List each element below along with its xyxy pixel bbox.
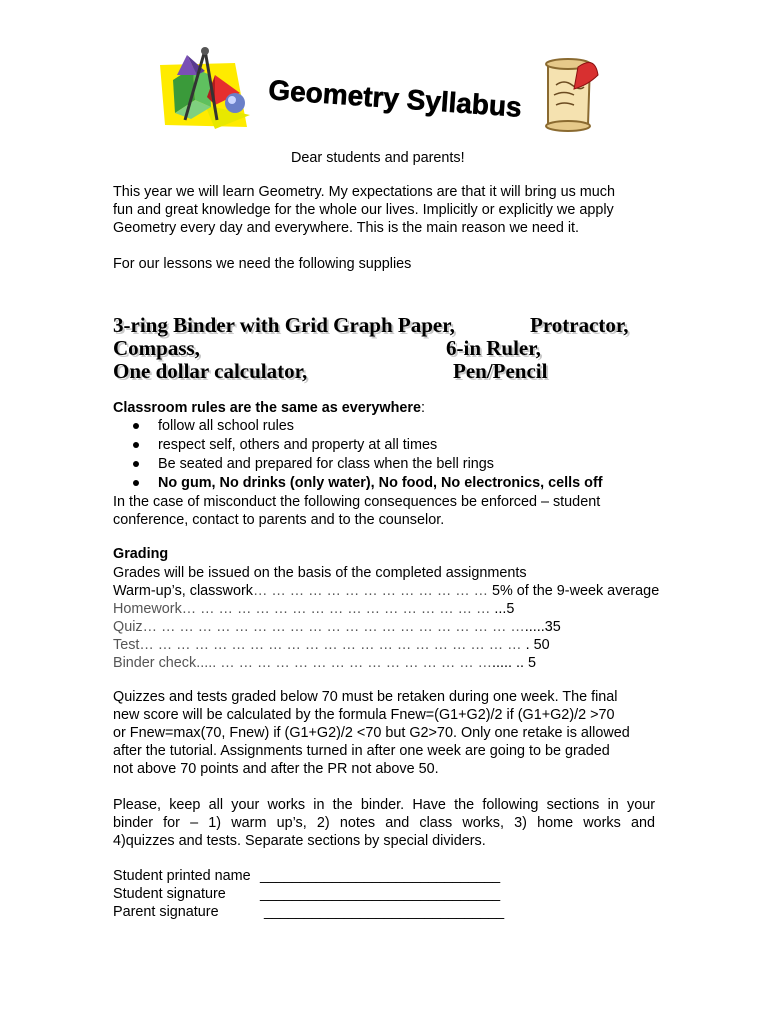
grading-intro: Grades will be issued on the basis of the completed assignments: [113, 565, 527, 581]
supplies-row-3b: Pen/Pencil: [453, 359, 548, 383]
grade-row-binder: [113, 654, 536, 672]
supplies-intro: For our lessons we need the following supplies: [113, 256, 412, 272]
supplies-row-1a: 3-ring Binder with Grid Graph Paper,: [113, 313, 455, 337]
bullet-icon: [133, 461, 139, 467]
rule-item-1: follow all school rules: [158, 418, 294, 434]
bullet-icon: [133, 442, 139, 448]
bullet-icon: [133, 423, 139, 429]
signature-label-student-name: Student printed name: [113, 868, 251, 884]
signature-blank-parent[interactable]: ______________________________: [264, 904, 505, 920]
grade-value: .....35: [524, 619, 561, 635]
retake-line-5: not above 70 points and after the PR not above 50.: [113, 761, 439, 777]
retake-line-3: or Fnew=max(70, Fnew) if (G1+G2)/2 <70 but G2>70. Only one retake is allowed: [113, 725, 630, 741]
rule-item-4: No gum, No drinks (only water), No food, No electronics, cells off: [158, 475, 603, 491]
supplies-row-1b: Protractor,: [530, 313, 629, 337]
greeting: Dear students and parents!: [291, 150, 465, 166]
grade-label: Quiz: [113, 619, 143, 635]
signature-label-student: Student signature: [113, 886, 226, 902]
binder-line-3: 4)quizzes and tests. Separate sections by special dividers.: [113, 833, 486, 849]
grade-label: Warm-up’s, classwork: [113, 583, 253, 599]
supplies-row-3a: One dollar calculator,: [113, 359, 308, 383]
grade-row-classwork: [113, 582, 659, 600]
rule-item-2: respect self, others and property at all times: [158, 437, 438, 453]
grade-dots: … … … … … … … … … … … … … … … … … … … … …: [142, 619, 525, 635]
bullet-icon: [133, 480, 139, 486]
signature-label-parent: Parent signature: [113, 904, 219, 920]
retake-line-4: after the tutorial. Assignments turned in after one week are going to be graded: [113, 743, 610, 759]
signature-blank-student-name[interactable]: ______________________________: [260, 868, 501, 884]
grading-heading: Grading: [113, 546, 169, 562]
grade-dots: ..... … … … … … … … … … … … … … … …: [196, 655, 493, 671]
retake-line-2: new score will be calculated by the formula Fnew=(G1+G2)/2 if (G1+G2)/2 >70: [113, 707, 615, 723]
rules-heading: [113, 399, 425, 417]
grade-value: ...5: [490, 601, 515, 617]
grade-value: 5% of the 9-week average: [488, 583, 660, 599]
page-title: [267, 70, 523, 123]
grade-value: . 50: [521, 637, 550, 653]
grade-dots: … … … … … … … … … … … … …: [252, 583, 488, 599]
signature-blank-student[interactable]: ______________________________: [260, 886, 501, 902]
grade-label: Test: [113, 637, 140, 653]
rule-item-3: Be seated and prepared for class when the bell rings: [158, 456, 494, 472]
scroll-quill-clipart: [540, 55, 600, 135]
grade-value: ..... .. 5: [492, 655, 537, 671]
retake-line-1: Quizzes and tests graded below 70 must be retaken during one week. The final: [113, 689, 618, 705]
geometry-shapes-clipart: [155, 45, 255, 130]
grade-dots: … … … … … … … … … … … … … … … … … … … … …: [139, 637, 522, 653]
svg-text:Geometry Syllabus: Geometry Syllabus: [267, 74, 523, 123]
grade-row-homework: [113, 600, 514, 618]
misconduct-line-2: conference, contact to parents and to the counselor.: [113, 512, 445, 528]
supplies-row-2b: 6-in Ruler,: [446, 336, 541, 360]
grade-row-test: [113, 636, 550, 654]
binder-line-2: binder for – 1) warm up’s, 2) notes and class works, 3) home works and: [113, 815, 655, 831]
grade-label: Homework: [113, 601, 182, 617]
grade-dots: … … … … … … … … … … … … … … … … …: [181, 601, 491, 617]
rules-heading-colon: :: [420, 400, 425, 416]
intro-line-3: Geometry every day and everywhere. This is the main reason we need it.: [113, 220, 580, 236]
supplies-row-2a: Compass,: [113, 336, 200, 360]
binder-line-1: Please, keep all your works in the binder. Have the following sections in your: [113, 797, 655, 813]
intro-line-1: This year we will learn Geometry. My expectations are that it will bring us much: [113, 184, 615, 200]
grade-row-quiz: [113, 618, 561, 636]
intro-line-2: fun and great knowledge for the whole our lives. Implicitly or explicitly we apply: [113, 202, 614, 218]
rules-heading-text: Classroom rules are the same as everywhere: [113, 400, 421, 416]
grade-label: Binder check: [113, 655, 197, 671]
misconduct-line-1: In the case of misconduct the following consequences be enforced – student: [113, 494, 601, 510]
